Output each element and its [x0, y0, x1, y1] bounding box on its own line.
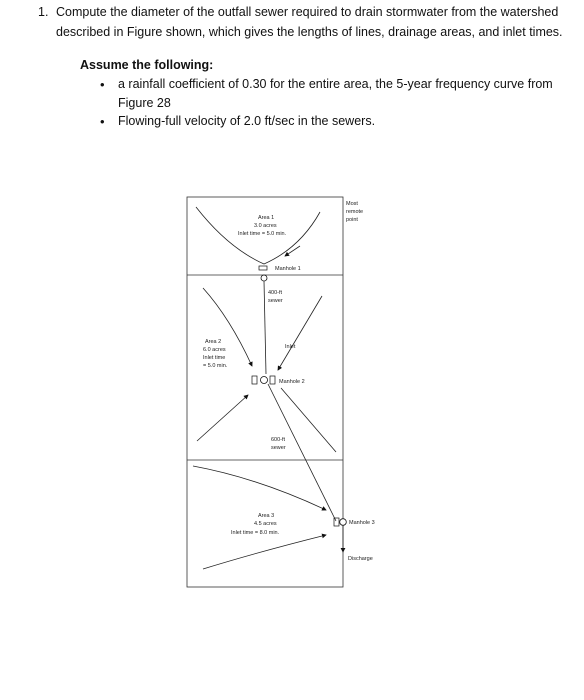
area2-flow-lower [197, 395, 248, 441]
area1-acres: 3.0 acres [254, 223, 277, 229]
sewer600-label: sewer [271, 445, 286, 451]
most-remote-label: remote [346, 209, 364, 215]
assumption-text: Flowing-full velocity of 2.0 ft/sec in the sewers. [118, 114, 376, 128]
flow-arrow [285, 246, 300, 256]
assumption-text: a rainfall coefficient of 0.30 for the entire area, the 5-year frequency curve from Figure 28 [118, 77, 553, 110]
assume-heading: Assume the following: [80, 58, 214, 72]
sewer400-label: 400-ft [268, 290, 283, 296]
sewer600-label: 600-ft [271, 437, 286, 443]
most-remote-label: point [346, 217, 358, 223]
figure-frame [187, 197, 343, 587]
manhole3-label: Manhole 3 [349, 520, 375, 526]
sewer400-label: sewer [268, 298, 283, 304]
area3-name: Area 3 [258, 513, 275, 519]
manhole3-icon [340, 519, 347, 526]
manhole1-label: Manhole 1 [275, 266, 301, 272]
area3-inlet-time: Inlet time = 8.0 min. [231, 530, 280, 536]
area2-acres: 6.0 acres [203, 347, 226, 353]
area-boundary-line [281, 388, 336, 452]
manhole2-grate-left [252, 376, 257, 384]
most-remote-label: Most [346, 201, 358, 207]
manhole1-inlet-grate [259, 266, 267, 270]
manhole2-label: Manhole 2 [279, 379, 305, 385]
area2-inlet-time: Inlet time [203, 355, 226, 361]
area2-inlet-time: = 5.0 min. [203, 363, 228, 369]
area3-flow-upper [193, 466, 326, 510]
area2-name: Area 2 [205, 339, 222, 345]
area2-flow-right [278, 296, 322, 370]
bullet-icon: • [100, 114, 105, 129]
sewer-600ft-line [268, 384, 336, 521]
sewer-400ft-line [264, 281, 266, 374]
manhole2-icon [261, 377, 268, 384]
bullet-icon: • [100, 77, 105, 92]
discharge-label: Discharge [348, 556, 373, 562]
inlet-label: Inlet [285, 344, 296, 350]
area1-name: Area 1 [258, 215, 275, 221]
manhole2-grate-right [270, 376, 275, 384]
question-text: Compute the diameter of the outfall sewer required to drain stormwater from the watershed described in Figure shown, which gives the lengths of lines, drainage areas, and inlet times. [56, 5, 563, 39]
manhole1-icon [261, 275, 267, 281]
question-number: 1. [38, 5, 49, 19]
area3-flow-lower [203, 535, 326, 569]
area3-acres: 4.5 acres [254, 521, 277, 527]
area1-inlet-time: Inlet time = 5.0 min. [238, 231, 287, 237]
